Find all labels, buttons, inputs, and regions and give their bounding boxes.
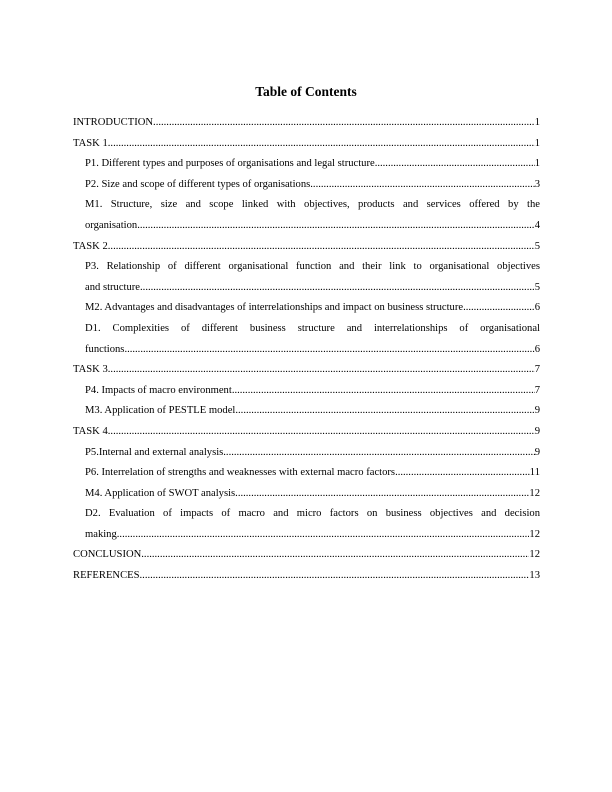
toc-page-number: 3 — [534, 178, 540, 190]
dot-leader — [140, 278, 535, 299]
dot-leader — [375, 154, 535, 175]
toc-entry-text-line2: and structure — [85, 281, 141, 293]
dot-leader — [395, 463, 530, 484]
toc-entry-text: TASK 2 — [73, 240, 108, 252]
toc-entry-p2[interactable] — [73, 175, 540, 196]
dot-leader — [117, 525, 530, 546]
toc-entry-p1[interactable] — [73, 154, 540, 175]
toc-page-number: 12 — [529, 549, 540, 561]
toc-entry-p5[interactable] — [73, 443, 540, 464]
toc-entry-text: P2. Size and scope of different types of organisations — [85, 178, 311, 190]
toc-entry-text-line2: functions — [85, 343, 125, 355]
toc-page-number: 12 — [529, 487, 540, 499]
toc-page-number: 9 — [534, 446, 540, 458]
toc-page-number: 9 — [534, 425, 540, 437]
toc-entry-text: P1. Different types and purposes of organisations and legal structure — [85, 158, 375, 170]
toc-entry-text-line1: D2. Evaluation of impacts of macro and micro factors on business objectives and decision — [85, 508, 540, 520]
dot-leader — [141, 545, 529, 566]
toc-entry-text-line1: P3. Relationship of different organisational function and their link to organisational objectives — [85, 261, 540, 273]
toc-page-number: 6 — [534, 302, 540, 314]
toc-entry-p4[interactable] — [73, 381, 540, 402]
toc-entry-task-3[interactable] — [73, 360, 540, 381]
toc-entry-text: M4. Application of SWOT analysis — [85, 487, 236, 499]
toc-page-number: 1 — [534, 158, 540, 170]
toc-entry-text-line1: D1. Complexities of different business structure and interrelationships of organisational — [85, 322, 540, 334]
table-of-contents — [73, 113, 540, 587]
toc-entry-text: REFERENCES — [73, 570, 140, 582]
dot-leader — [153, 113, 535, 134]
dot-leader — [108, 422, 535, 443]
toc-entry-task-1[interactable] — [73, 134, 540, 155]
dot-leader — [235, 484, 529, 505]
toc-entry-m4[interactable] — [73, 484, 540, 505]
toc-entry-p6[interactable] — [73, 463, 540, 484]
toc-page-number: 1 — [534, 137, 540, 149]
toc-entry-d1[interactable] — [73, 319, 540, 360]
dot-leader — [463, 298, 535, 319]
toc-page-number: 7 — [534, 384, 540, 396]
toc-page-number: 13 — [529, 570, 540, 582]
toc-entry-text: M3. Application of PESTLE model — [85, 405, 236, 417]
page-title: Table of Contents — [255, 84, 357, 99]
toc-entry-m1[interactable] — [73, 195, 540, 236]
toc-entry-text: TASK 3 — [73, 364, 108, 376]
toc-entry-text: INTRODUCTION — [73, 117, 154, 128]
toc-entry-p3[interactable] — [73, 257, 540, 298]
toc-page-number: 5 — [534, 281, 540, 293]
dot-leader — [140, 566, 530, 587]
dot-leader — [232, 381, 535, 402]
toc-page-number: 4 — [534, 219, 540, 231]
toc-entry-d2[interactable] — [73, 504, 540, 545]
toc-entry-conclusion[interactable] — [73, 545, 540, 566]
toc-page-number: 9 — [534, 405, 540, 417]
dot-leader — [124, 340, 534, 361]
toc-entry-text-line2: organisation — [85, 219, 138, 231]
toc-entry-text: P6. Interrelation of strengths and weaknesses with external macro factors — [85, 467, 396, 479]
toc-entry-text-line1: M1. Structure, size and scope linked with objectives, products and services offered by the — [85, 199, 540, 211]
toc-entry-m2[interactable] — [73, 298, 540, 319]
toc-entry-text: TASK 4 — [73, 425, 108, 437]
toc-entry-text: P5.Internal and external analysis — [85, 446, 224, 458]
dot-leader — [108, 134, 535, 155]
dot-leader — [223, 443, 534, 464]
toc-page-number: 12 — [529, 528, 540, 540]
toc-entry-text-line2: making — [85, 528, 117, 540]
dot-leader — [137, 216, 535, 237]
dot-leader — [235, 401, 534, 422]
toc-entry-references[interactable] — [73, 566, 540, 587]
toc-page-number: 6 — [534, 343, 540, 355]
dot-leader — [108, 237, 535, 258]
toc-page-number: 5 — [534, 240, 540, 252]
toc-entry-task-2[interactable] — [73, 237, 540, 258]
dot-leader — [108, 360, 535, 381]
toc-entry-text: M2. Advantages and disadvantages of interrelationships and impact on business structure — [85, 302, 464, 314]
toc-page-number: 1 — [534, 117, 540, 128]
toc-page-number: 11 — [529, 467, 540, 479]
dot-leader — [310, 175, 534, 196]
toc-entry-m3[interactable] — [73, 401, 540, 422]
toc-entry-text: TASK 1 — [73, 137, 108, 149]
toc-page-number: 7 — [534, 364, 540, 376]
toc-entry-text: CONCLUSION — [73, 549, 142, 561]
toc-entry-introduction[interactable] — [73, 113, 540, 134]
toc-entry-task-4[interactable] — [73, 422, 540, 443]
toc-entry-text: P4. Impacts of macro environment — [85, 384, 232, 396]
